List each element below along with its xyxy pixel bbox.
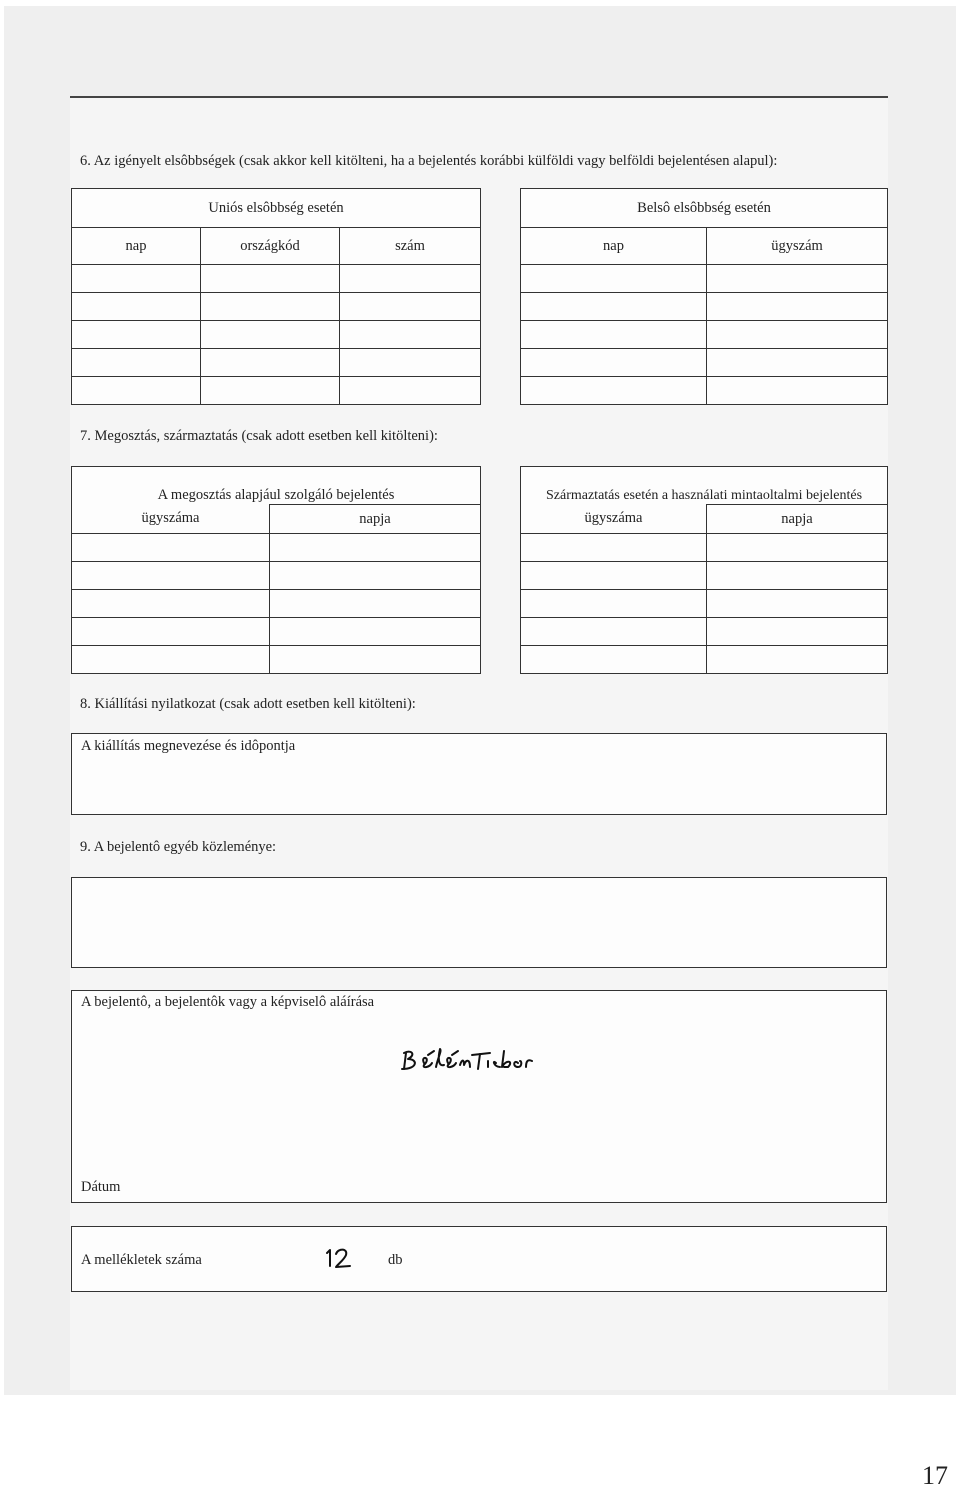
table-cell[interactable]: [72, 321, 201, 349]
internal-priority-header: Belsô elsôbbség esetén: [521, 189, 888, 228]
col-ugyszam: ügyszám: [707, 228, 888, 265]
division-table: [71, 466, 481, 674]
table-cell[interactable]: [340, 321, 481, 349]
exhibition-box[interactable]: [71, 733, 887, 815]
col-ugyszama: ügyszáma: [521, 505, 707, 534]
table-cell[interactable]: [270, 562, 481, 590]
table-cell[interactable]: [72, 562, 270, 590]
table-cell[interactable]: [72, 293, 201, 321]
table-cell[interactable]: [201, 265, 340, 293]
table-cell[interactable]: [707, 590, 888, 618]
table-cell[interactable]: [707, 321, 888, 349]
table-cell[interactable]: [707, 618, 888, 646]
table-cell[interactable]: [72, 618, 270, 646]
attachments-label: A mellékletek száma: [81, 1252, 202, 1268]
table-cell[interactable]: [521, 349, 707, 377]
table-cell[interactable]: [201, 377, 340, 405]
exhibition-label: A kiállítás megnevezése és idôpontja: [81, 738, 296, 754]
table-cell[interactable]: [521, 590, 707, 618]
derivation-header: Származtatás esetén a használati mintaoltalmi bejelentés: [521, 467, 888, 505]
table-cell[interactable]: [521, 646, 707, 674]
table-cell[interactable]: [340, 293, 481, 321]
signature-label: A bejelentô, a bejelentôk vagy a képviselô aláírása: [81, 994, 375, 1010]
col-nap: nap: [72, 228, 201, 265]
table-cell[interactable]: [707, 293, 888, 321]
table-cell[interactable]: [72, 265, 201, 293]
table-cell[interactable]: [270, 590, 481, 618]
table-cell[interactable]: [201, 349, 340, 377]
col-napja: napja: [270, 505, 481, 534]
table-cell[interactable]: [270, 646, 481, 674]
table-cell[interactable]: [707, 265, 888, 293]
table-cell[interactable]: [72, 377, 201, 405]
col-orszagkod: országkód: [201, 228, 340, 265]
section9-title: 9. A bejelentô egyéb közleménye:: [80, 839, 277, 855]
division-header: A megosztás alapjául szolgáló bejelentés: [72, 467, 481, 505]
section8-title: 8. Kiállítási nyilatkozat (csak adott esetben kell kitölteni):: [80, 696, 416, 712]
derivation-table: [520, 466, 888, 674]
table-cell[interactable]: [707, 377, 888, 405]
col-nap: nap: [521, 228, 707, 265]
table-cell[interactable]: [521, 293, 707, 321]
internal-priority-table: [520, 188, 888, 405]
table-cell[interactable]: [270, 618, 481, 646]
table-cell[interactable]: [340, 377, 481, 405]
section6-title: 6. Az igényelt elsôbbségek (csak akkor kell kitölteni, ha a bejelentés korábbi külföldi vagy belföldi bejelentésen alapul):: [80, 153, 778, 169]
table-cell[interactable]: [707, 646, 888, 674]
other-notes-box[interactable]: [71, 877, 887, 968]
table-cell[interactable]: [521, 562, 707, 590]
table-cell[interactable]: [521, 321, 707, 349]
attachments-unit: db: [388, 1252, 403, 1268]
table-cell[interactable]: [201, 293, 340, 321]
attachments-box: [71, 1226, 887, 1292]
table-cell[interactable]: [72, 590, 270, 618]
col-ugyszama: ügyszáma: [72, 505, 270, 534]
attachments-count[interactable]: [324, 1246, 356, 1270]
table-cell[interactable]: [707, 562, 888, 590]
page-number: 17: [922, 1461, 948, 1490]
table-cell[interactable]: [521, 534, 707, 562]
table-cell[interactable]: [521, 377, 707, 405]
table-cell[interactable]: [72, 646, 270, 674]
signature-box[interactable]: [71, 990, 887, 1203]
handwritten-signature: [398, 1045, 554, 1081]
table-cell[interactable]: [340, 349, 481, 377]
table-cell[interactable]: [521, 618, 707, 646]
date-label: Dátum: [81, 1179, 121, 1195]
table-cell[interactable]: [72, 534, 270, 562]
table-cell[interactable]: [270, 534, 481, 562]
union-priority-table: [71, 188, 481, 405]
table-cell[interactable]: [201, 321, 340, 349]
col-napja: napja: [707, 505, 888, 534]
union-priority-header: Uniós elsôbbség esetén: [72, 189, 481, 228]
top-rule: [70, 96, 888, 98]
table-cell[interactable]: [340, 265, 481, 293]
section7-title: 7. Megosztás, származtatás (csak adott esetben kell kitölteni):: [80, 428, 438, 444]
table-cell[interactable]: [521, 265, 707, 293]
table-cell[interactable]: [72, 349, 201, 377]
col-szam: szám: [340, 228, 481, 265]
table-cell[interactable]: [707, 349, 888, 377]
table-cell[interactable]: [707, 534, 888, 562]
